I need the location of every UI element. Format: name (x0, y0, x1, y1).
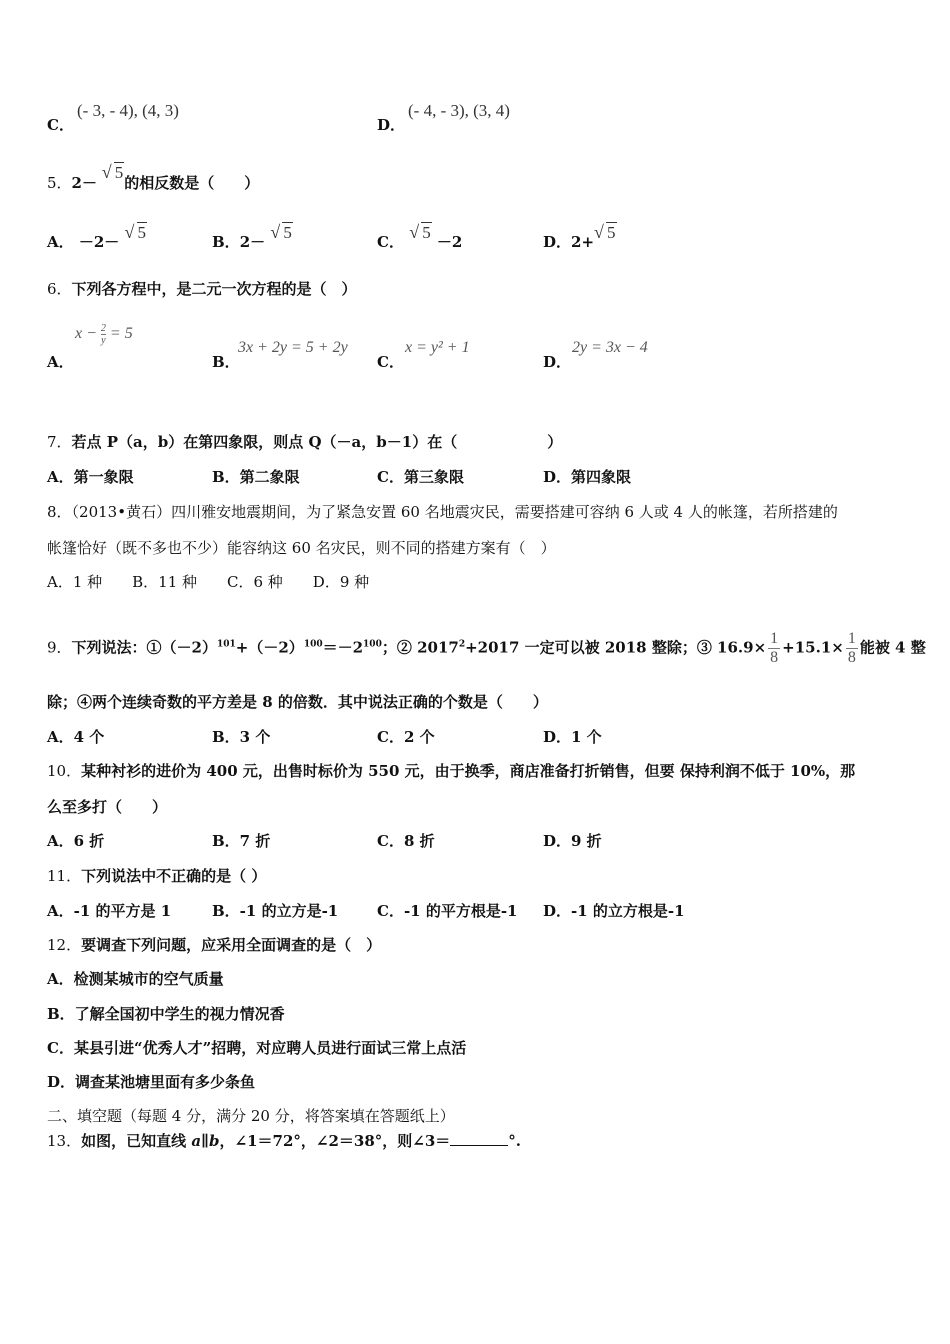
q12-stem-text: 要调查下列问题，应采用全面调查的是（ ） (81, 936, 382, 954)
q8-number: 8． (47, 503, 72, 521)
q9-fraction-2 (846, 630, 858, 667)
q12-number: 12． (47, 936, 82, 954)
q7-number: 7． (47, 433, 72, 451)
q5-stem (47, 163, 260, 193)
q6-option-a-frac-num: 2 (100, 323, 106, 334)
q5-option-b-radicand: 5 (283, 223, 292, 242)
q9-part7: 能被 4 整 (859, 638, 926, 657)
q10-option-c: C．8 折 (377, 832, 435, 850)
q11-stem (47, 866, 266, 886)
q9-frac2-den: 8 (847, 649, 856, 666)
q5-option-c-radicand: 5 (422, 223, 431, 242)
q9-stem-line1 (47, 630, 926, 667)
q9-frac1-num: 1 (770, 630, 779, 647)
q5-stem-post: 的相反数是（ ） (124, 174, 260, 192)
q5-option-a (47, 223, 147, 252)
q13-line-b: b (209, 1132, 220, 1150)
q9-part4: ；② 2017 (381, 638, 459, 657)
q4-option-c (47, 115, 74, 135)
q13-post: ，∠1＝72°，∠2＝38°，则∠3＝ (219, 1132, 451, 1150)
q9-option-d: D．1 个 (543, 728, 602, 746)
q9-part6: +15.1× (782, 638, 844, 657)
q9-sup2: 100 (303, 639, 323, 650)
q4-option-d (377, 115, 405, 135)
q5-number: 5． (47, 174, 72, 192)
q9-part3: ＝－2 (322, 638, 364, 657)
q13-line-a: a (191, 1132, 202, 1150)
q8-stem-line2: 帐篷恰好（既不多也不少）能容纳这 60 名灾民，则不同的搭建方案有（ ） (47, 539, 556, 557)
q6-stem (47, 279, 357, 299)
q9-option-c: C．2 个 (377, 728, 435, 746)
q9-part1: 下列说法：①（－2） (71, 638, 217, 657)
q5-option-b-sqrt (270, 223, 293, 243)
q9-sup4: 2 (458, 639, 466, 650)
q5-option-c-sqrt (409, 223, 432, 243)
q10-option-b: B．7 折 (212, 832, 271, 850)
q6-option-a-math (75, 323, 133, 346)
q5-option-b-label: B． (212, 233, 240, 251)
q9-sup1: 101 (217, 639, 236, 650)
q4-option-d-math: (- 4, - 3), (3, 4) (408, 101, 510, 120)
q7-stem-text: 若点 P（a，b）在第四象限，则点 Q（－a，b－1）在（ ） (71, 433, 563, 451)
q5-option-a-radicand: 5 (137, 223, 147, 242)
q6-option-a-math-post: = 5 (105, 325, 133, 343)
q6-option-a-frac-den: y (101, 335, 106, 346)
q6-option-a-math-pre: x − (75, 325, 101, 343)
q5-option-d-label: D． (543, 233, 572, 251)
q8-stem-line1-text: （2013•黄石）四川雅安地震期间，为了紧急安置 60 名地震灾民，需要搭建可容纳 6 人或 4 人的帐篷，若所搭建的 (71, 503, 838, 521)
q7-option-a: A．第一象限 (47, 468, 134, 486)
q5-stem-pre: 2－ (71, 174, 97, 192)
q8-stem-line1 (47, 502, 838, 522)
q9-option-b: B．3 个 (212, 728, 271, 746)
q13-stem (47, 1131, 521, 1151)
q12-option-b: B．了解全国初中学生的视力情况香 (47, 1005, 285, 1023)
q8-options: A．1 种 B．11 种 C．6 种 D．9 种 (47, 573, 370, 591)
q5-option-d-sqrt (594, 223, 617, 243)
section-2-title: 二、填空题（每题 4 分，满分 20 分，将答案填在答题纸上） (47, 1107, 455, 1125)
q10-line1-text: 某种衬衫的进价为 400 元，出售时标价为 550 元，由于换季，商店准备打折销售，但要 保持利润不低于 10%，那 (81, 762, 856, 780)
q9-part2: +（－2） (235, 638, 304, 657)
q4-option-c-label: C． (47, 116, 74, 134)
q9-fraction-1 (768, 630, 780, 667)
q5-option-a-label: A． (47, 233, 74, 251)
q9-stem-line2: 除；④两个连续奇数的平方差是 8 的倍数．其中说法正确的个数是（ ） (47, 693, 548, 711)
q5-option-a-pre: －2－ (78, 233, 120, 251)
q7-option-d: D．第四象限 (543, 468, 632, 486)
q5-option-d-radicand: 5 (607, 223, 616, 242)
q6-option-d-math: 2y = 3x − 4 (572, 339, 648, 356)
q9-part5: +2017 一定可以被 2018 整除；③ 16.9× (465, 638, 767, 657)
q6-option-d-label: D． (543, 353, 572, 371)
q4-option-c-math: (- 3, - 4), (4, 3) (77, 101, 179, 120)
q5-option-c (377, 223, 463, 252)
q13-end: °. (508, 1132, 522, 1150)
q12-option-d: D．调查某池塘里面有多少条鱼 (47, 1073, 256, 1091)
q9-option-a: A．4 个 (47, 728, 105, 746)
q13-pre: 如图，已知直线 (81, 1132, 192, 1150)
q13-number: 13． (47, 1132, 82, 1150)
q7-option-c: C．第三象限 (377, 468, 464, 486)
q5-sqrt (102, 163, 125, 183)
q6-option-b-math: 3x + 2y = 5 + 2y (238, 339, 348, 356)
q6-option-c-math: x = y² + 1 (405, 339, 470, 356)
q11-number: 11． (47, 867, 82, 885)
q6-option-b-label: B． (212, 353, 240, 371)
q6-option-a-label: A． (47, 353, 74, 371)
q12-option-c: C．某县引进“优秀人才”招聘，对应聘人员进行面试三常上点活 (47, 1039, 467, 1057)
q6-stem-text: 下列各方程中，是二元一次方程的是（ ） (71, 280, 357, 298)
q10-stem-line1 (47, 761, 855, 781)
q5-radicand: 5 (114, 163, 124, 182)
q11-option-d: D．-1 的立方根是-1 (543, 902, 685, 920)
q10-option-a: A．6 折 (47, 832, 105, 850)
q11-option-c: C．-1 的平方根是-1 (377, 902, 518, 920)
q5-option-c-label: C． (377, 233, 404, 251)
q12-option-a: A．检测某城市的空气质量 (47, 970, 224, 988)
q9-frac2-num: 1 (847, 630, 856, 647)
q7-stem (47, 432, 562, 452)
q5-option-d (543, 223, 617, 252)
q4-option-d-label: D． (377, 116, 406, 134)
q12-stem (47, 935, 381, 955)
q13-answer-blank[interactable] (450, 1131, 508, 1146)
q11-option-b: B．-1 的立方是-1 (212, 902, 339, 920)
q13-parallel: ∥ (201, 1132, 210, 1150)
q9-frac1-den: 8 (770, 649, 779, 666)
q10-stem-line2: 么至多打（ ） (47, 798, 168, 816)
q9-number: 9． (47, 638, 72, 657)
q5-option-b (212, 223, 293, 252)
q9-sup3: 100 (363, 639, 382, 650)
q5-option-c-post: －2 (436, 233, 463, 251)
q5-option-a-sqrt (125, 223, 148, 243)
q5-option-d-pre: 2+ (571, 233, 595, 251)
q10-option-d: D．9 折 (543, 832, 602, 850)
q5-option-b-pre: 2－ (239, 233, 266, 251)
q11-option-a: A．-1 的平方是 1 (47, 902, 172, 920)
q6-option-c-label: C． (377, 353, 404, 371)
q11-stem-text: 下列说法中不正确的是（ ） (81, 867, 267, 885)
q6-number: 6． (47, 280, 72, 298)
q10-number: 10． (47, 762, 82, 780)
q7-option-b: B．第二象限 (212, 468, 300, 486)
